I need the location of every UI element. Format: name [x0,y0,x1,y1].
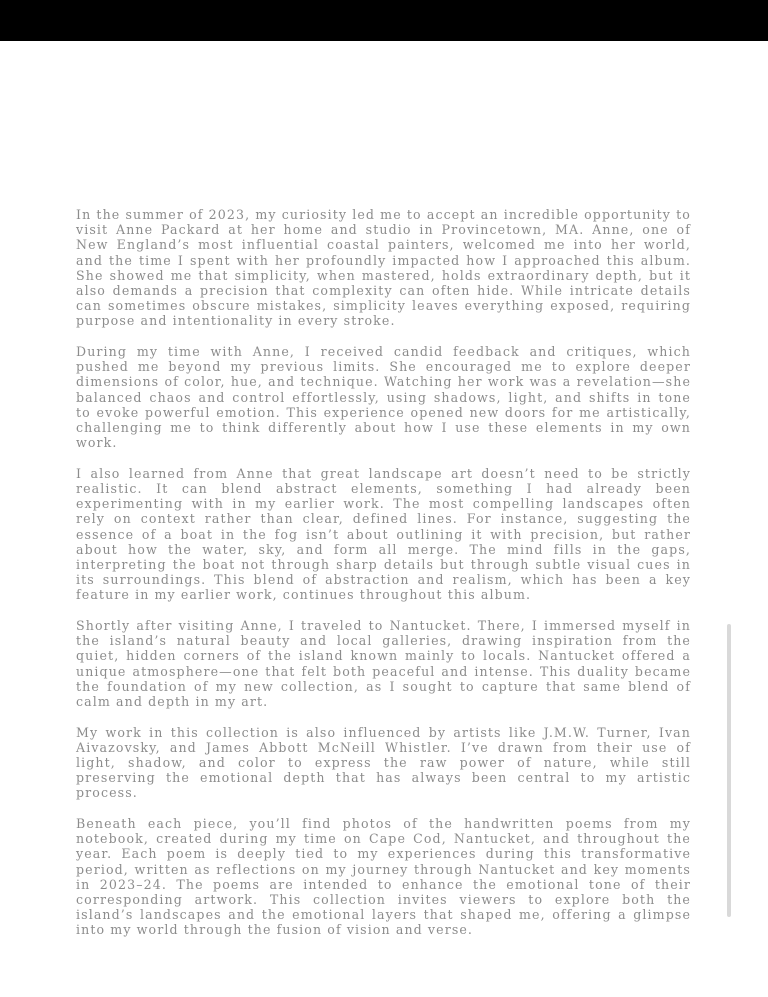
paragraph-4: Shortly after visiting Anne, I traveled to Nantucket. There, I immersed myself in the island’s natural beauty and local galleries, drawing inspiration from the quiet, hidden corners of the island known mainly to locals. Nantucket offered a unique atmosphere—one that felt both peaceful and intense. This duality became the foundation of my new collection, as I sought to capture that same blend of calm and depth in my art. [76,618,691,710]
paragraph-6: Beneath each piece, you’ll find photos of the handwritten poems from my notebook, created during my time on Cape Cod, Nantucket, and throughout the year. Each poem is deeply tied to my experiences during this transformative period, written as reflections on my journey through Nantucket and key moments in 2023–24. The poems are intended to enhance the emotional tone of their corresponding artwork. This collection invites viewers to explore both the island’s landscapes and the emotional layers that shaped me, offering a glimpse into my world through the fusion of vision and verse. [76,816,691,938]
paragraph-1: In the summer of 2023, my curiosity led me to accept an incredible opportunity to visit Anne Packard at her home and studio in Provincetown, MA. Anne, one of New England’s most influential coastal painters, welcomed me into her world, and the time I spent with her profoundly impacted how I approached this album. She showed me that simplicity, when mastered, holds extraordinary depth, but it also demands a precision that complexity can often hide. While intricate details can sometimes obscure mistakes, simplicity leaves everything exposed, requiring purpose and intentionality in every stroke. [76,207,691,329]
paragraph-2: During my time with Anne, I received candid feedback and critiques, which pushed me beyond my previous limits. She encouraged me to explore deeper dimensions of color, hue, and technique. Watching her work was a revelation—she balanced chaos and control effortlessly, using shadows, light, and shifts in tone to evoke powerful emotion. This experience opened new doors for me artistically, challenging me to think differently about how I use these elements in my own work. [76,344,691,451]
top-bar [0,0,768,41]
article-body [76,207,691,953]
paragraph-5: My work in this collection is also influenced by artists like J.M.W. Turner, Ivan Aivazovsky, and James Abbott McNeill Whistler. I’ve drawn from their use of light, shadow, and color to express the raw power of nature, while still preserving the emotional depth that has always been central to my artistic process. [76,724,691,801]
scrollbar[interactable] [727,624,731,917]
paragraph-3: I also learned from Anne that great landscape art doesn’t need to be strictly realistic. It can blend abstract elements, something I had already been experimenting with in my earlier work. The most compelling landscapes often rely on context rather than clear, defined lines. For instance, suggesting the essence of a boat in the fog isn’t about outlining it with precision, but rather about how the water, sky, and form all merge. The mind fills in the gaps, interpreting the boat not through sharp details but through subtle visual cues in its surroundings. This blend of abstraction and realism, which has been a key feature in my earlier work, continues throughout this album. [76,465,691,603]
